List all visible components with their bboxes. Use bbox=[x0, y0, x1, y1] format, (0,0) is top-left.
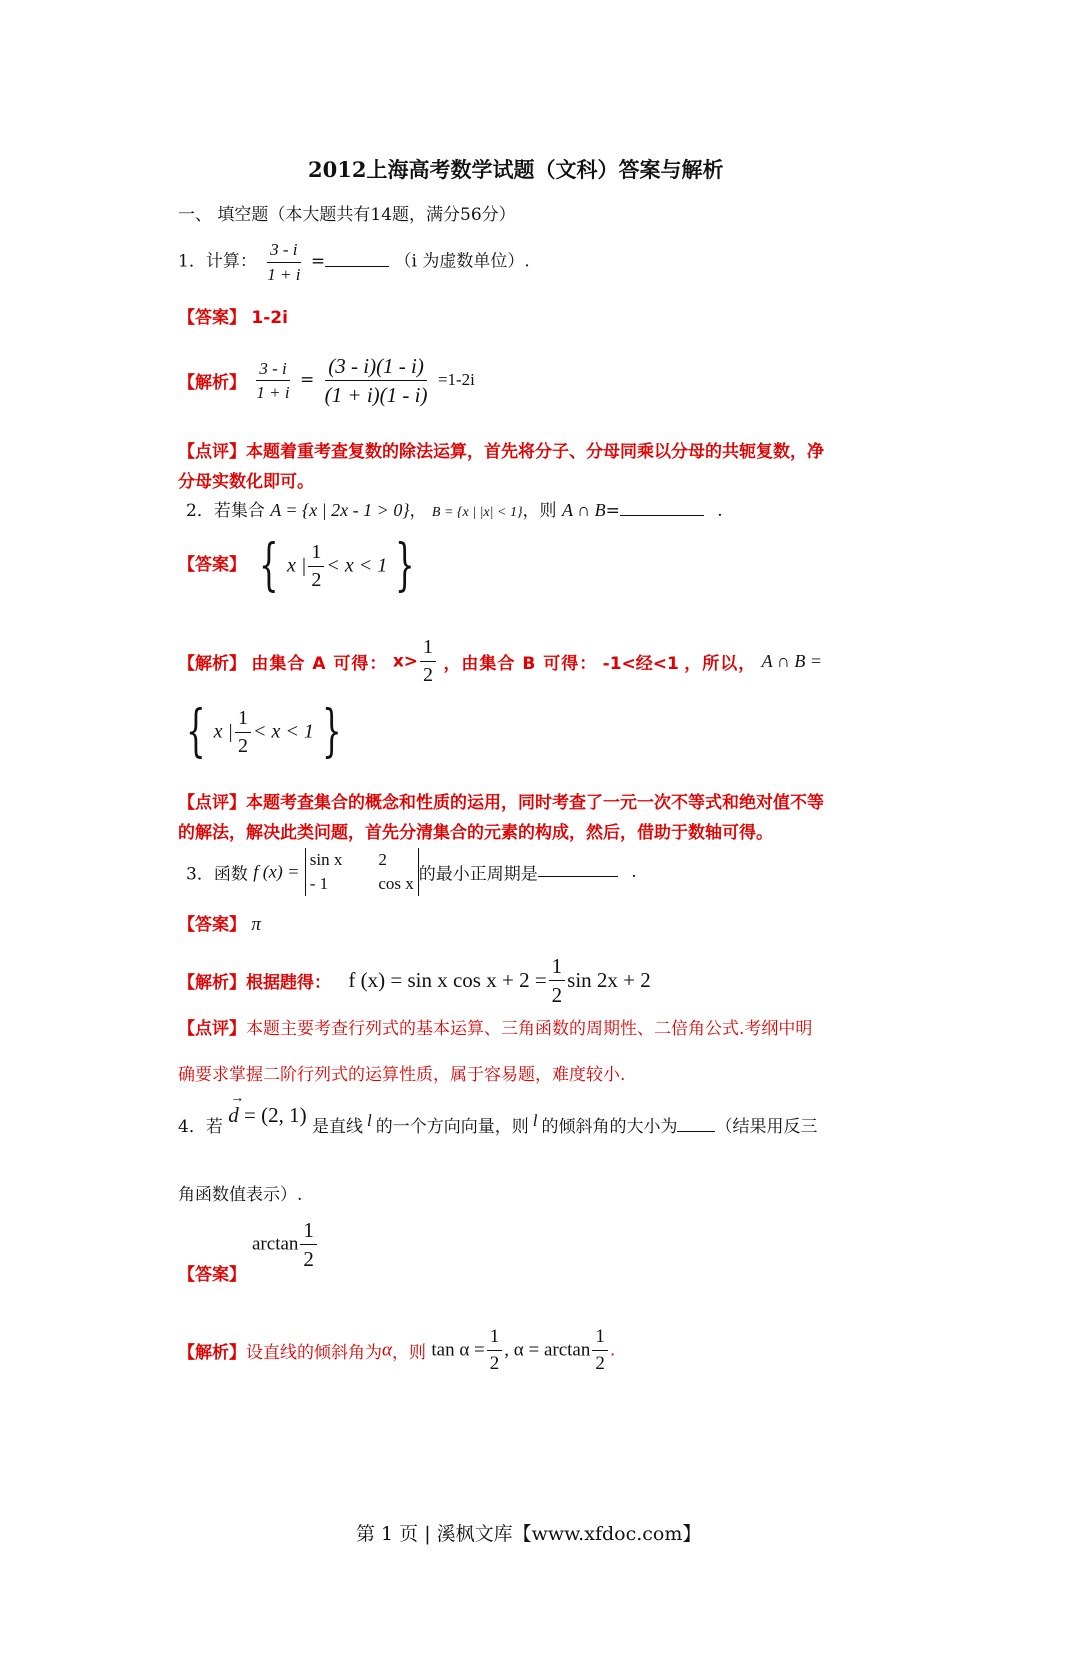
q4-answer-tag: 【答案】 bbox=[178, 1265, 246, 1285]
q3-comment-line1: 本题主要考查行列式的基本运算、三角函数的周期性、二倍角公式.考纲中明 bbox=[246, 1019, 813, 1039]
q1-an-den2: (1 + i)(1 - i) bbox=[324, 383, 428, 408]
q4-an-expr: tan α = bbox=[431, 1339, 485, 1361]
q2-set-b: B = {x | |x| < 1} bbox=[431, 505, 523, 520]
q2-an-set-num: 1 bbox=[235, 707, 251, 733]
q4-an-num1: 1 bbox=[487, 1326, 503, 1351]
q1-an-num2: (3 - i)(1 - i) bbox=[325, 354, 427, 381]
q3-an-label: 根据韪得： bbox=[246, 973, 331, 994]
q1-an-num1: 3 - i bbox=[256, 359, 289, 382]
q3-comment bbox=[178, 1014, 812, 1039]
q2-an-part2: ，由集合 B 可得： bbox=[443, 654, 598, 674]
left-brace-icon: { bbox=[186, 699, 206, 764]
q2-comment-line1: 本题考查集合的概念和性质的运用，同时考查了一元一次不等式和绝对值不等 bbox=[246, 793, 824, 813]
q2-an-intersection: A ∩ B = bbox=[761, 651, 822, 671]
page-footer: 第 1 页 | 溪枫文库【www.xfdoc.com】 bbox=[356, 1523, 702, 1545]
question-4 bbox=[178, 1103, 818, 1138]
q4-ans-fraction bbox=[300, 1218, 317, 1271]
q1-numerator: 3 - i bbox=[267, 240, 300, 263]
question-2 bbox=[186, 496, 723, 521]
right-brace-icon: } bbox=[321, 699, 342, 764]
q2-ans-den: 2 bbox=[311, 568, 322, 591]
q2-an-part3: ，所以， bbox=[684, 654, 757, 674]
comment-tag: 【点评】 bbox=[178, 1019, 246, 1039]
q4-an-den1: 2 bbox=[489, 1352, 500, 1374]
q2-an-den: 2 bbox=[423, 664, 434, 686]
answer-tag: 【答案】 bbox=[178, 308, 246, 328]
q4-mid: 是直线 bbox=[311, 1117, 363, 1137]
q2-blank bbox=[620, 515, 704, 516]
q2-ans-num: 1 bbox=[308, 541, 324, 567]
q2-an-fraction bbox=[420, 636, 436, 687]
analysis-tag: 【解析】 bbox=[178, 654, 246, 674]
q1-an-result: =1-2i bbox=[437, 370, 475, 390]
q1-suffix: （i 为虚数单位）. bbox=[394, 251, 530, 272]
q2-ans-fraction bbox=[308, 541, 324, 592]
comment-tag: 【点评】 bbox=[178, 793, 246, 813]
q4-mid3: 的倾斜角的大小为 bbox=[541, 1117, 678, 1137]
q3-an-tail: sin 2x + 2 bbox=[567, 968, 651, 993]
q1-answer bbox=[178, 303, 288, 328]
q2-prefix: 2．若集合 bbox=[186, 501, 265, 521]
q4-an-fraction1 bbox=[487, 1326, 503, 1375]
q2-an-set-den: 2 bbox=[238, 734, 249, 757]
question-3 bbox=[186, 848, 637, 896]
q3-prefix: 3．函数 bbox=[186, 864, 248, 885]
q2-period: . bbox=[717, 501, 723, 521]
q4-an-end: . bbox=[609, 1340, 616, 1361]
q3-analysis bbox=[178, 954, 651, 1007]
q4-ans-den: 2 bbox=[303, 1247, 314, 1272]
q3-fx: f (x) = bbox=[253, 861, 300, 882]
q1-comment-line2: 分母实数化即可。 bbox=[178, 472, 314, 492]
left-brace-icon: { bbox=[259, 533, 280, 598]
q4-ans-num: 1 bbox=[300, 1218, 317, 1245]
q3-blank bbox=[538, 876, 618, 877]
q2-answer bbox=[178, 533, 423, 598]
q3-m12: 2 bbox=[378, 850, 387, 869]
comment-tag: 【点评】 bbox=[178, 442, 246, 462]
answer-tag: 【答案】 bbox=[178, 555, 246, 575]
q1-denominator: 1 + i bbox=[267, 264, 301, 284]
analysis-tag: 【解析】 bbox=[178, 1342, 246, 1363]
q1-an-fraction1 bbox=[253, 359, 292, 403]
q1-answer-value: 1-2i bbox=[251, 308, 288, 328]
q1-an-den1: 1 + i bbox=[256, 383, 290, 403]
q1-an-fraction2 bbox=[322, 354, 431, 407]
q4-suffix: （结果用反三 bbox=[715, 1117, 818, 1137]
right-brace-icon: } bbox=[395, 533, 415, 598]
q4-vector bbox=[228, 1103, 306, 1127]
q1-comment-line1: 本题着重考查复数的除法运算，首先将分子、分母同乘以分母的共轭复数，净 bbox=[246, 442, 824, 462]
q2-an-range: -1<经<1 bbox=[602, 654, 679, 674]
q1-comment bbox=[178, 437, 824, 497]
q4-prefix: 4．若 bbox=[178, 1117, 223, 1137]
page-title: 2012上海高考数学试题（文科）答案与解析 bbox=[308, 157, 724, 182]
q2-analysis bbox=[178, 636, 822, 687]
q3-m21: - 1 bbox=[309, 874, 329, 893]
q3-an-den: 2 bbox=[551, 983, 563, 1008]
q3-determinant bbox=[305, 848, 419, 896]
q3-m11: sin x bbox=[309, 850, 343, 869]
q3-an-num: 1 bbox=[549, 954, 566, 981]
q3-answer-value: π bbox=[251, 914, 261, 935]
q4-mid2: 的一个方向向量，则 bbox=[375, 1117, 529, 1137]
q4-an-then: ，则 bbox=[391, 1342, 426, 1363]
q2-then: ，则 bbox=[522, 501, 557, 521]
q4-analysis bbox=[178, 1326, 615, 1375]
q2-ans-tail: < x < 1 bbox=[326, 554, 388, 577]
q3-m22: cos x bbox=[378, 874, 414, 893]
q4-an-den2: 2 bbox=[595, 1352, 605, 1374]
q4-an-fraction2 bbox=[592, 1326, 608, 1375]
q2-equals: = bbox=[605, 501, 620, 521]
analysis-tag: 【解析】 bbox=[178, 973, 246, 994]
q4-an-alpha: α bbox=[382, 1339, 392, 1361]
section-heading: 一、 填空题（本大题共有14题，满分56分） bbox=[178, 205, 516, 225]
q1-fraction bbox=[264, 240, 303, 284]
q3-an-expr: f (x) = sin x cos x + 2 = bbox=[348, 968, 547, 993]
q2-analysis-set bbox=[178, 699, 350, 764]
q2-an-part1: 由集合 A 可得： bbox=[251, 654, 388, 674]
q1-equals: = bbox=[310, 251, 326, 272]
q4-an-num2: 1 bbox=[592, 1326, 608, 1351]
q2-an-set-tail: < x < 1 bbox=[253, 720, 314, 743]
q4-l2: l bbox=[532, 1111, 538, 1130]
q2-ans-x: x | bbox=[287, 554, 307, 577]
analysis-tag: 【解析】 bbox=[178, 373, 246, 394]
q2-an-set-fraction bbox=[235, 707, 251, 758]
q1-prefix: 1．计算： bbox=[178, 251, 257, 272]
q2-comment bbox=[178, 788, 824, 848]
q3-suffix: 的最小正周期是 bbox=[418, 864, 538, 885]
q4-an-text: 设直线的倾斜角为 bbox=[246, 1342, 382, 1363]
q1-blank bbox=[325, 266, 389, 267]
q2-comment-line2: 的解法，解决此类问题，首先分清集合的元素的构成，然后，借助于数轴可得。 bbox=[178, 823, 773, 843]
q4-vector-value: = (2, 1) bbox=[243, 1103, 307, 1127]
q1-analysis bbox=[178, 354, 475, 407]
question-1 bbox=[178, 240, 530, 284]
q4-l: l bbox=[366, 1111, 372, 1130]
q3-answer bbox=[178, 910, 261, 936]
q4-an-mid: , α = arctan bbox=[504, 1339, 591, 1361]
q4-vector-d: → d bbox=[228, 1103, 239, 1128]
q4-blank bbox=[677, 1131, 715, 1132]
q3-comment-line2: 确要求掌握二阶行列式的运算性质，属于容易题，难度较小. bbox=[178, 1065, 626, 1085]
q2-intersection: A ∩ B bbox=[561, 500, 606, 520]
q3-period: . bbox=[631, 862, 637, 882]
q4-answer-expr bbox=[252, 1218, 319, 1271]
q2-an-x: x> bbox=[392, 651, 419, 672]
q2-set-a: A = {x | 2x - 1 > 0} bbox=[270, 500, 410, 520]
q2-comma: ， bbox=[409, 501, 427, 521]
q4-line2: 角函数值表示）. bbox=[178, 1185, 303, 1205]
answer-tag: 【答案】 bbox=[178, 915, 246, 935]
q4-ans-arctan: arctan bbox=[252, 1233, 299, 1255]
q2-an-num: 1 bbox=[420, 636, 436, 662]
q2-an-set-x: x | bbox=[213, 720, 234, 743]
q1-an-eq: = bbox=[300, 370, 315, 391]
q3-an-fraction bbox=[549, 954, 566, 1007]
